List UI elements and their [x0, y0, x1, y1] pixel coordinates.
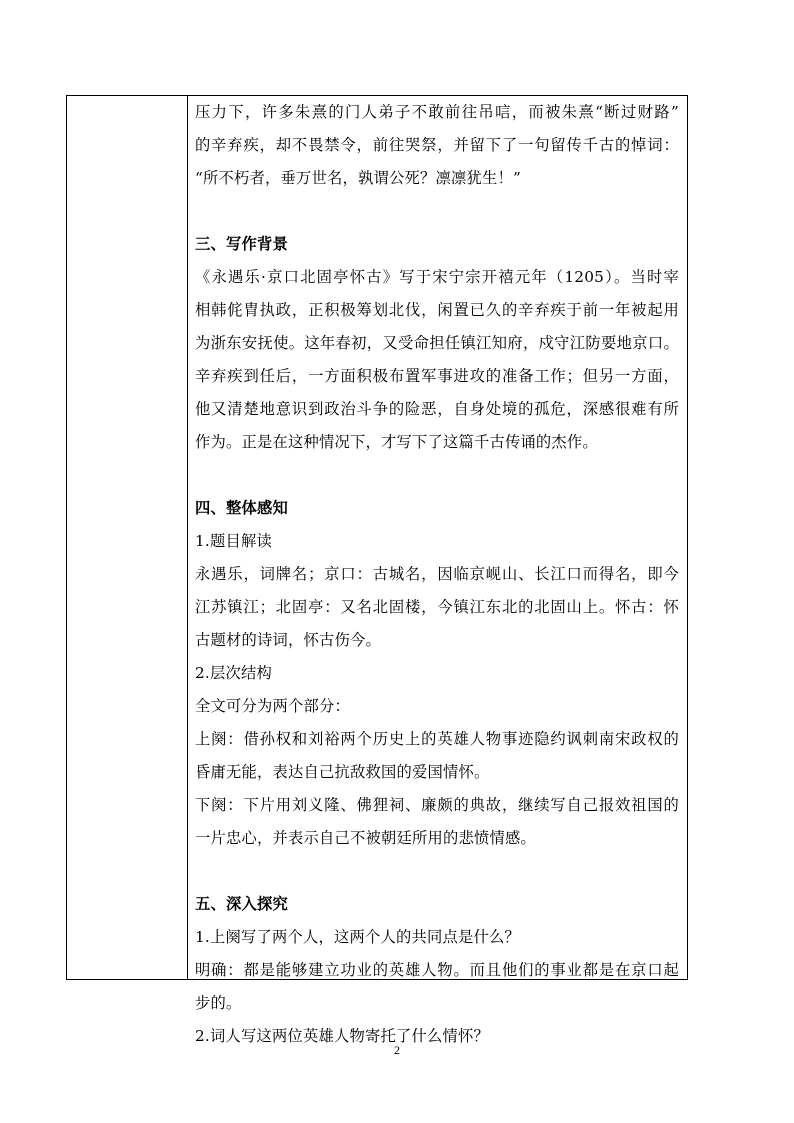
label-cell — [67, 96, 188, 979]
text-line: 昏庸无能，表达自己抗敌救国的爱国情怀。 — [195, 763, 490, 781]
blank-line — [195, 855, 679, 888]
text-line: 作为。正是在这种情况下，才写下了这篇千古传诵的杰作。 — [195, 433, 598, 451]
text-line: 江苏镇江；北固亭：又名北固楼，今镇江东北的北固山上。怀古：怀 — [195, 598, 679, 616]
text-line: 辛弃疾到任后，一方面积极布置军事进攻的准备工作；但另一方面， — [195, 367, 679, 385]
text-line: 相韩侂胄执政，正积极筹划北伐，闲置已久的辛弃疾于前一年被起用 — [195, 301, 679, 319]
answer-line: 明确：都是能够建立功业的英雄人物。而且他们的事业都是在京口起 — [195, 961, 679, 979]
blank-line — [195, 459, 679, 492]
answer-line: 步的。 — [195, 994, 242, 1012]
question-line: 1.上阕写了两个人，这两个人的共同点是什么？ — [195, 928, 520, 946]
text-line: 永遇乐，词牌名；京口：古城名，因临京岘山、长江口而得名，即今 — [195, 565, 679, 583]
subsection-title: 2.层次结构 — [195, 664, 272, 682]
section-heading: 五、深入探究 — [195, 895, 288, 913]
question-line: 2.词人写这两位英雄人物寄托了什么情怀？ — [195, 1027, 489, 1045]
text-line: 上阕：借孙权和刘裕两个历史上的英雄人物事迹隐约讽刺南宋政权的 — [195, 730, 679, 748]
section-heading: 三、写作背景 — [195, 235, 288, 253]
text-line: 《永遇乐·京口北固亭怀古》写于宋宁宗开禧元年（1205）。当时宰 — [195, 268, 679, 286]
text-line: 古题材的诗词，怀古伤今。 — [195, 631, 381, 649]
content-cell — [188, 96, 687, 1045]
page-number: 2 — [394, 1043, 400, 1057]
subsection-title: 1.题目解读 — [195, 532, 272, 550]
text-line: 的辛弃疾，却不畏禁令，前往哭祭，并留下了一句留传千古的悼词： — [195, 136, 679, 154]
text-line: 他又清楚地意识到政治斗争的险恶，自身处境的孤危，深感很难有所 — [195, 400, 679, 418]
text-line: “所不朽者，垂万世名，孰谓公死？凛凛犹生！” — [195, 169, 521, 187]
section-heading: 四、整体感知 — [195, 499, 288, 517]
text-line: 为浙东安抚使。这年春初，又受命担任镇江知府，戍守江防要地京口。 — [195, 334, 679, 352]
text-line: 下阕：下片用刘义隆、佛狸祠、廉颇的典故，继续写自己报效祖国的 — [195, 796, 679, 814]
text-line: 一片忠心，并表示自己不被朝廷所用的悲愤情感。 — [195, 829, 536, 847]
blank-line — [195, 195, 679, 228]
text-line: 全文可分为两个部分： — [195, 697, 350, 715]
text-line: 压力下，许多朱熹的门人弟子不敢前往吊唁，而被朱熹“断过财路” — [195, 103, 679, 121]
content-table — [66, 95, 688, 1045]
